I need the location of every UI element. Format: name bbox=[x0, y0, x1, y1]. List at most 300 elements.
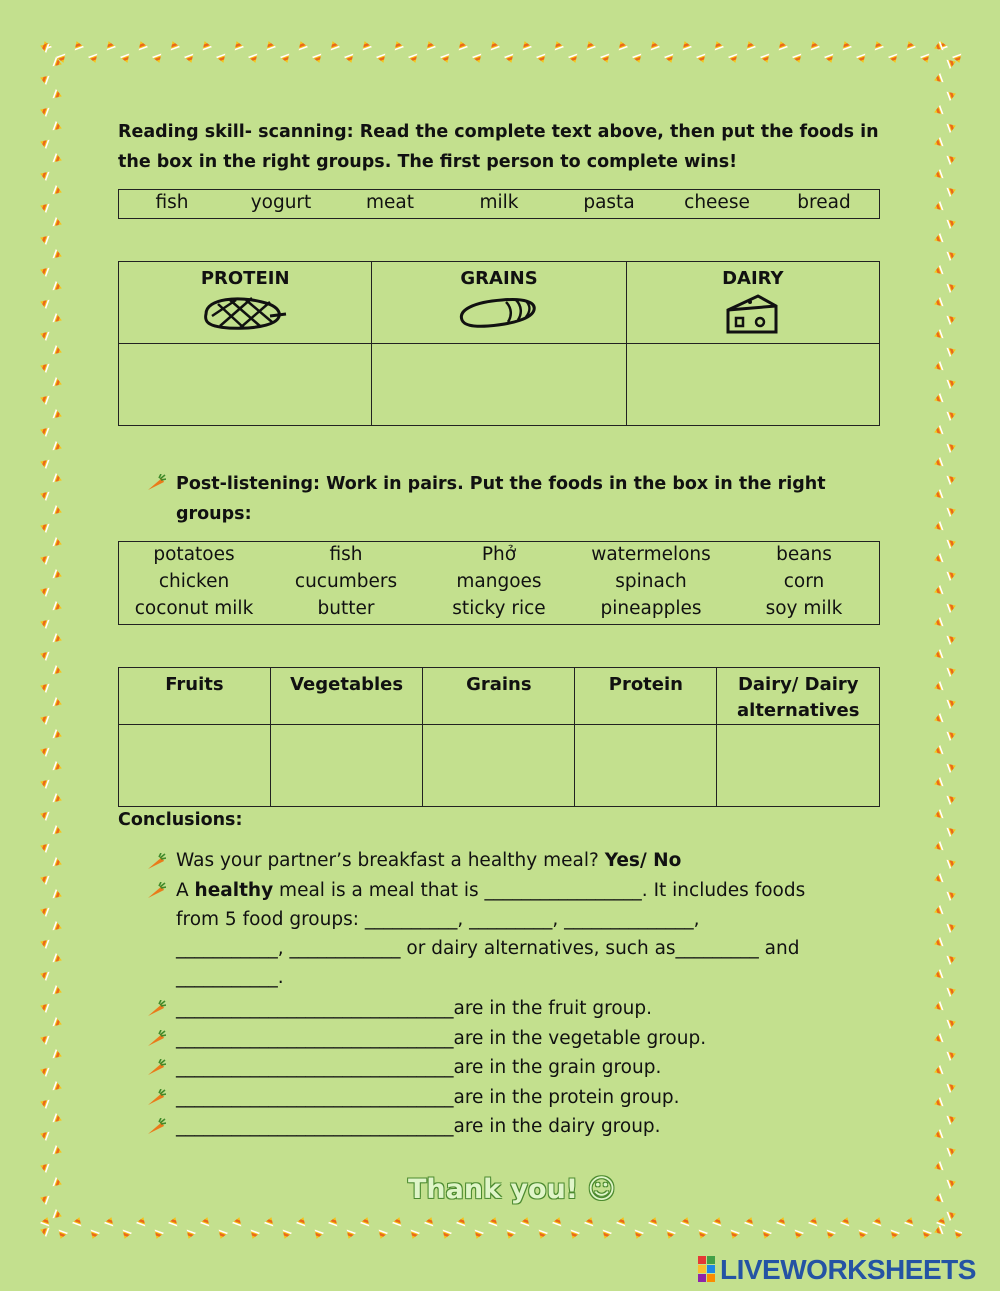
candy-corn-icon bbox=[503, 52, 518, 66]
conclusions-heading: Conclusions: bbox=[118, 810, 243, 830]
post-listening-line1: Post-listening: Work in pairs. Put the foods in the box in the right bbox=[176, 474, 826, 494]
candy-corn-icon bbox=[931, 264, 945, 279]
candy-corn-icon bbox=[945, 1176, 959, 1191]
column-title-line1: Dairy/ Dairy bbox=[737, 674, 859, 695]
fill-in-line bbox=[176, 1028, 706, 1049]
candy-corn-icon bbox=[199, 1214, 214, 1228]
word-item: chicken bbox=[158, 571, 230, 592]
candy-corn-icon bbox=[945, 280, 959, 295]
column-title-line2: alternatives bbox=[737, 700, 860, 721]
candy-corn-icon bbox=[931, 872, 945, 887]
candy-corn-icon bbox=[391, 1214, 406, 1228]
candy-corn-icon bbox=[37, 136, 51, 151]
column-title: Grains bbox=[466, 674, 532, 695]
candy-corn-icon bbox=[945, 312, 959, 327]
group-title: DAIRY bbox=[722, 268, 784, 289]
candy-corn-icon bbox=[839, 1214, 854, 1228]
candy-corn-icon bbox=[931, 840, 945, 855]
candy-corn-icon bbox=[51, 120, 65, 135]
candy-corn-icon bbox=[727, 1228, 742, 1242]
candy-corn-icon bbox=[931, 72, 945, 87]
question-healthy-breakfast bbox=[176, 850, 681, 871]
candy-corn-icon bbox=[311, 52, 326, 66]
candy-corn-icon bbox=[37, 360, 51, 375]
answer-cell-vegetables[interactable] bbox=[270, 725, 423, 807]
candy-corn-icon bbox=[931, 552, 945, 567]
candy-corn-icon bbox=[37, 840, 51, 855]
candy-corn-icon bbox=[51, 664, 65, 679]
candy-corn-icon bbox=[37, 936, 51, 951]
answer-blank[interactable]: ______________________________ bbox=[176, 1086, 454, 1108]
candy-corn-icon bbox=[231, 38, 246, 52]
candy-corn-icon bbox=[945, 824, 959, 839]
cheese-icon bbox=[718, 292, 788, 336]
answer-blank[interactable]: ______________________________ bbox=[176, 1116, 454, 1137]
candy-corn-icon bbox=[931, 520, 945, 535]
candy-corn-icon bbox=[945, 888, 959, 903]
candy-corn-icon bbox=[931, 360, 945, 375]
candy-corn-icon bbox=[711, 1214, 726, 1228]
candy-corn-icon bbox=[51, 536, 65, 551]
candy-corn-icon bbox=[279, 52, 294, 66]
candy-corn-icon bbox=[839, 38, 854, 52]
candy-corn-icon bbox=[931, 1064, 945, 1079]
candy-corn-icon bbox=[931, 1192, 945, 1207]
candy-corn-icon bbox=[37, 1064, 51, 1079]
candy-border-right bbox=[928, 40, 962, 1246]
text-part: A bbox=[176, 880, 195, 901]
post-listening-instruction bbox=[176, 469, 826, 529]
fill-in-line bbox=[176, 1057, 661, 1078]
candy-corn-icon bbox=[931, 1128, 945, 1143]
answer-blank[interactable]: ______________________________ bbox=[176, 998, 454, 1019]
candy-corn-icon bbox=[37, 808, 51, 823]
group-answer-protein[interactable] bbox=[119, 344, 372, 426]
column-title: Vegetables bbox=[290, 674, 404, 695]
candy-corn-icon bbox=[931, 808, 945, 823]
candy-corn-icon bbox=[647, 38, 662, 52]
candy-corn-icon bbox=[51, 472, 65, 487]
candy-corn-icon bbox=[359, 1214, 374, 1228]
candy-corn-icon bbox=[199, 38, 214, 52]
candy-corn-icon bbox=[183, 1228, 198, 1242]
healthy-meal-line3: ___________, ____________ or dairy alternatives, such as_________ and bbox=[176, 938, 800, 959]
candy-corn-icon bbox=[439, 52, 454, 66]
candy-corn-icon bbox=[51, 440, 65, 455]
candy-corn-icon bbox=[663, 1228, 678, 1242]
candy-corn-icon bbox=[871, 38, 886, 52]
candy-corn-icon bbox=[711, 38, 726, 52]
word-item: cucumbers bbox=[294, 571, 398, 592]
candy-corn-icon bbox=[615, 1214, 630, 1228]
candy-corn-icon bbox=[87, 52, 102, 66]
column-grains bbox=[423, 668, 575, 725]
candy-corn-icon bbox=[945, 472, 959, 487]
word-box-2 bbox=[118, 541, 880, 625]
candy-corn-icon bbox=[931, 712, 945, 727]
candy-corn-icon bbox=[215, 1228, 230, 1242]
candy-corn-icon bbox=[487, 38, 502, 52]
candy-corn-icon bbox=[551, 1214, 566, 1228]
carrot-bullet-icon bbox=[146, 853, 166, 871]
candy-corn-icon bbox=[51, 344, 65, 359]
carrot-bullet-icon bbox=[146, 1118, 166, 1136]
candy-corn-icon bbox=[51, 632, 65, 647]
candy-corn-icon bbox=[945, 56, 959, 71]
group-header-dairy bbox=[626, 262, 879, 344]
candy-border-bottom bbox=[38, 1212, 962, 1246]
reading-instruction-line1: Reading skill- scanning: Read the complete text above, then put the foods in bbox=[118, 122, 879, 142]
candy-corn-icon bbox=[945, 536, 959, 551]
candy-corn-icon bbox=[931, 104, 945, 119]
group-title: GRAINS bbox=[460, 268, 538, 289]
candy-corn-icon bbox=[215, 52, 230, 66]
column-fruits bbox=[119, 668, 271, 725]
word-box-1 bbox=[118, 189, 880, 219]
word-item: watermelons bbox=[591, 544, 711, 565]
candy-corn-icon bbox=[87, 1228, 102, 1242]
candy-corn-icon bbox=[37, 488, 51, 503]
group-answer-grains[interactable] bbox=[372, 344, 626, 426]
word-item: meat bbox=[366, 192, 414, 213]
candy-corn-icon bbox=[945, 984, 959, 999]
candy-corn-icon bbox=[931, 488, 945, 503]
candy-corn-icon bbox=[727, 52, 742, 66]
candy-corn-icon bbox=[945, 440, 959, 455]
candy-corn-icon bbox=[945, 152, 959, 167]
candy-corn-icon bbox=[51, 888, 65, 903]
candy-corn-icon bbox=[37, 1032, 51, 1047]
candy-corn-icon bbox=[931, 200, 945, 215]
candy-corn-icon bbox=[931, 584, 945, 599]
candy-corn-icon bbox=[945, 408, 959, 423]
answer-cell-grains[interactable] bbox=[423, 725, 575, 807]
candy-corn-icon bbox=[423, 1214, 438, 1228]
candy-corn-icon bbox=[679, 38, 694, 52]
candy-corn-icon bbox=[599, 52, 614, 66]
candy-corn-icon bbox=[945, 88, 959, 103]
answer-cell-fruits[interactable] bbox=[119, 725, 271, 807]
candy-corn-icon bbox=[945, 792, 959, 807]
candy-corn-icon bbox=[695, 52, 710, 66]
candy-corn-icon bbox=[871, 1214, 886, 1228]
candy-corn-icon bbox=[51, 984, 65, 999]
candy-corn-icon bbox=[295, 38, 310, 52]
candy-corn-icon bbox=[759, 1228, 774, 1242]
candy-corn-icon bbox=[945, 632, 959, 647]
candy-corn-icon bbox=[503, 1228, 518, 1242]
word-item: coconut milk bbox=[134, 598, 254, 619]
answer-cell-protein[interactable] bbox=[575, 725, 717, 807]
candy-corn-icon bbox=[51, 312, 65, 327]
candy-corn-icon bbox=[391, 38, 406, 52]
liveworksheets-logo bbox=[698, 1255, 976, 1285]
candy-corn-icon bbox=[51, 184, 65, 199]
candy-corn-icon bbox=[945, 696, 959, 711]
candy-corn-icon bbox=[471, 52, 486, 66]
candy-corn-icon bbox=[931, 936, 945, 951]
candy-corn-icon bbox=[37, 552, 51, 567]
candy-corn-icon bbox=[37, 712, 51, 727]
candy-corn-icon bbox=[37, 776, 51, 791]
candy-corn-icon bbox=[37, 1096, 51, 1111]
candy-corn-icon bbox=[931, 456, 945, 471]
candy-corn-icon bbox=[37, 680, 51, 695]
reading-instruction-line2: the box in the right groups. The first person to complete wins! bbox=[118, 152, 738, 172]
candy-corn-icon bbox=[945, 952, 959, 967]
candy-corn-icon bbox=[945, 1144, 959, 1159]
candy-corn-icon bbox=[615, 38, 630, 52]
group-header-grains bbox=[372, 262, 626, 344]
candy-corn-icon bbox=[51, 824, 65, 839]
post-listening-line2: groups: bbox=[176, 504, 252, 524]
candy-corn-icon bbox=[455, 38, 470, 52]
candy-corn-icon bbox=[945, 1016, 959, 1031]
candy-corn-icon bbox=[679, 1214, 694, 1228]
candy-corn-icon bbox=[151, 52, 166, 66]
candy-corn-icon bbox=[945, 344, 959, 359]
candy-corn-icon bbox=[327, 38, 342, 52]
candy-corn-icon bbox=[791, 52, 806, 66]
word-item: pineapples bbox=[600, 598, 702, 619]
candy-corn-icon bbox=[945, 1208, 959, 1223]
candy-corn-icon bbox=[51, 920, 65, 935]
candy-corn-icon bbox=[759, 52, 774, 66]
candy-corn-icon bbox=[37, 1192, 51, 1207]
word-item: yogurt bbox=[250, 192, 312, 213]
candy-corn-icon bbox=[903, 1214, 918, 1228]
thank-you-text bbox=[408, 1174, 616, 1205]
candy-corn-icon bbox=[37, 1128, 51, 1143]
candy-corn-icon bbox=[423, 38, 438, 52]
candy-corn-icon bbox=[51, 1016, 65, 1031]
word-item: butter bbox=[317, 598, 375, 619]
candy-corn-icon bbox=[231, 1214, 246, 1228]
candy-corn-icon bbox=[945, 1112, 959, 1127]
candy-border-left bbox=[36, 40, 70, 1246]
candy-corn-icon bbox=[551, 38, 566, 52]
healthy-meal-line2: from 5 food groups: __________, _________, ______________, bbox=[176, 909, 700, 930]
candy-corn-icon bbox=[887, 1228, 902, 1242]
carrot-bullet-icon bbox=[146, 1059, 166, 1077]
candy-corn-icon bbox=[37, 1160, 51, 1175]
candy-corn-icon bbox=[931, 392, 945, 407]
candy-corn-icon bbox=[945, 248, 959, 263]
candy-corn-icon bbox=[931, 1224, 945, 1239]
candy-corn-icon bbox=[583, 38, 598, 52]
candy-corn-icon bbox=[51, 1048, 65, 1063]
candy-corn-icon bbox=[51, 600, 65, 615]
candy-corn-icon bbox=[37, 968, 51, 983]
column-title: Protein bbox=[608, 674, 683, 695]
word-item: fish bbox=[329, 544, 363, 565]
candy-corn-icon bbox=[931, 328, 945, 343]
candy-corn-icon bbox=[945, 216, 959, 231]
candy-corn-icon bbox=[945, 568, 959, 583]
candy-corn-icon bbox=[823, 1228, 838, 1242]
candy-corn-icon bbox=[343, 52, 358, 66]
carrot-bullet-icon bbox=[146, 1030, 166, 1048]
candy-corn-icon bbox=[37, 872, 51, 887]
smiley-icon: ☺ bbox=[587, 1174, 616, 1205]
candy-corn-icon bbox=[945, 504, 959, 519]
word-item: soy milk bbox=[765, 598, 843, 619]
candy-corn-icon bbox=[375, 1228, 390, 1242]
carrot-bullet-icon bbox=[146, 882, 166, 900]
candy-corn-icon bbox=[37, 1000, 51, 1015]
candy-corn-icon bbox=[51, 792, 65, 807]
candy-corn-icon bbox=[375, 52, 390, 66]
candy-corn-icon bbox=[695, 1228, 710, 1242]
candy-corn-icon bbox=[167, 38, 182, 52]
candy-corn-icon bbox=[945, 856, 959, 871]
candy-corn-icon bbox=[631, 1228, 646, 1242]
candy-corn-icon bbox=[103, 1214, 118, 1228]
candy-corn-icon bbox=[931, 40, 945, 54]
candy-corn-icon bbox=[567, 52, 582, 66]
candy-corn-icon bbox=[51, 88, 65, 103]
word-item: corn bbox=[783, 571, 825, 592]
column-dairy bbox=[717, 668, 880, 725]
candy-corn-icon bbox=[931, 168, 945, 183]
fill-in-line bbox=[176, 1116, 661, 1137]
answer-blank[interactable]: ______________________________ bbox=[176, 1027, 454, 1049]
candy-corn-icon bbox=[945, 760, 959, 775]
candy-corn-icon bbox=[945, 920, 959, 935]
candy-corn-icon bbox=[37, 392, 51, 407]
candy-corn-icon bbox=[455, 1214, 470, 1228]
logo-text: LIVEWORKSHEETS bbox=[720, 1254, 976, 1285]
candy-corn-icon bbox=[37, 520, 51, 535]
candy-corn-icon bbox=[327, 1214, 342, 1228]
candy-corn-icon bbox=[37, 264, 51, 279]
group-title: PROTEIN bbox=[200, 268, 290, 289]
word-item: Phở bbox=[481, 544, 517, 565]
candy-corn-icon bbox=[37, 424, 51, 439]
candy-corn-icon bbox=[931, 1096, 945, 1111]
candy-corn-icon bbox=[775, 1214, 790, 1228]
candy-corn-icon bbox=[51, 568, 65, 583]
candy-corn-icon bbox=[931, 1160, 945, 1175]
candy-corn-icon bbox=[931, 616, 945, 631]
candy-corn-icon bbox=[359, 38, 374, 52]
food-group-table-2 bbox=[118, 667, 880, 807]
candy-corn-icon bbox=[279, 1228, 294, 1242]
candy-corn-icon bbox=[37, 1224, 51, 1239]
carrot-bullet-icon bbox=[146, 474, 166, 492]
candy-corn-icon bbox=[37, 328, 51, 343]
candy-corn-icon bbox=[807, 38, 822, 52]
candy-corn-icon bbox=[51, 152, 65, 167]
candy-corn-icon bbox=[37, 648, 51, 663]
fill-in-text: are in the vegetable group. bbox=[453, 1027, 707, 1049]
candy-corn-icon bbox=[151, 1228, 166, 1242]
candy-corn-icon bbox=[37, 744, 51, 759]
candy-corn-icon bbox=[51, 1144, 65, 1159]
candy-corn-icon bbox=[931, 1032, 945, 1047]
candy-corn-icon bbox=[439, 1228, 454, 1242]
candy-corn-icon bbox=[807, 1214, 822, 1228]
candy-corn-icon bbox=[51, 280, 65, 295]
candy-corn-icon bbox=[135, 1214, 150, 1228]
carrot-bullet-icon bbox=[146, 1000, 166, 1018]
candy-corn-icon bbox=[119, 52, 134, 66]
candy-corn-icon bbox=[263, 1214, 278, 1228]
text-part-bold: healthy bbox=[194, 880, 274, 901]
candy-corn-icon bbox=[37, 296, 51, 311]
candy-corn-icon bbox=[51, 376, 65, 391]
candy-corn-icon bbox=[51, 856, 65, 871]
candy-corn-icon bbox=[931, 232, 945, 247]
meat-icon bbox=[200, 292, 290, 332]
candy-corn-icon bbox=[51, 952, 65, 967]
candy-corn-icon bbox=[945, 120, 959, 135]
candy-corn-icon bbox=[295, 1214, 310, 1228]
candy-corn-icon bbox=[931, 744, 945, 759]
candy-corn-icon bbox=[931, 1000, 945, 1015]
candy-corn-icon bbox=[931, 680, 945, 695]
food-group-table-1 bbox=[118, 261, 880, 426]
candy-corn-icon bbox=[945, 184, 959, 199]
candy-corn-icon bbox=[471, 1228, 486, 1242]
candy-corn-icon bbox=[519, 38, 534, 52]
candy-corn-icon bbox=[51, 1176, 65, 1191]
candy-corn-icon bbox=[535, 1228, 550, 1242]
answer-cell-dairy[interactable] bbox=[717, 725, 880, 807]
candy-corn-icon bbox=[51, 760, 65, 775]
candy-corn-icon bbox=[663, 52, 678, 66]
candy-corn-icon bbox=[311, 1228, 326, 1242]
candy-corn-icon bbox=[37, 584, 51, 599]
candy-corn-icon bbox=[903, 38, 918, 52]
candy-corn-icon bbox=[51, 1208, 65, 1223]
candy-corn-icon bbox=[247, 1228, 262, 1242]
candy-corn-icon bbox=[931, 776, 945, 791]
fill-in-text: are in the grain group. bbox=[453, 1057, 662, 1078]
candy-corn-icon bbox=[37, 40, 51, 54]
candy-corn-icon bbox=[119, 1228, 134, 1242]
candy-corn-icon bbox=[931, 904, 945, 919]
candy-corn-icon bbox=[945, 664, 959, 679]
answer-blank[interactable]: ______________________________ bbox=[176, 1057, 454, 1078]
candy-corn-icon bbox=[37, 232, 51, 247]
word-item: beans bbox=[776, 544, 832, 565]
candy-corn-icon bbox=[887, 52, 902, 66]
yes-no-answer[interactable]: Yes/ No bbox=[604, 850, 682, 871]
candy-corn-icon bbox=[743, 38, 758, 52]
word-item: fish bbox=[155, 192, 189, 213]
candy-corn-icon bbox=[135, 38, 150, 52]
word-item: mangoes bbox=[456, 571, 542, 592]
word-item: pasta bbox=[583, 192, 635, 213]
column-protein bbox=[575, 668, 717, 725]
candy-corn-icon bbox=[855, 52, 870, 66]
group-answer-dairy[interactable] bbox=[626, 344, 879, 426]
candy-corn-icon bbox=[37, 72, 51, 87]
word-item: sticky rice bbox=[452, 598, 546, 619]
candy-corn-icon bbox=[931, 424, 945, 439]
candy-corn-icon bbox=[247, 52, 262, 66]
candy-corn-icon bbox=[599, 1228, 614, 1242]
reading-instruction bbox=[118, 117, 879, 177]
candy-corn-icon bbox=[931, 648, 945, 663]
candy-corn-icon bbox=[567, 1228, 582, 1242]
candy-corn-icon bbox=[37, 168, 51, 183]
candy-corn-icon bbox=[51, 1112, 65, 1127]
candy-corn-icon bbox=[583, 1214, 598, 1228]
question-text: Was your partner’s breakfast a healthy meal? bbox=[176, 850, 605, 871]
candy-corn-icon bbox=[71, 1214, 86, 1228]
